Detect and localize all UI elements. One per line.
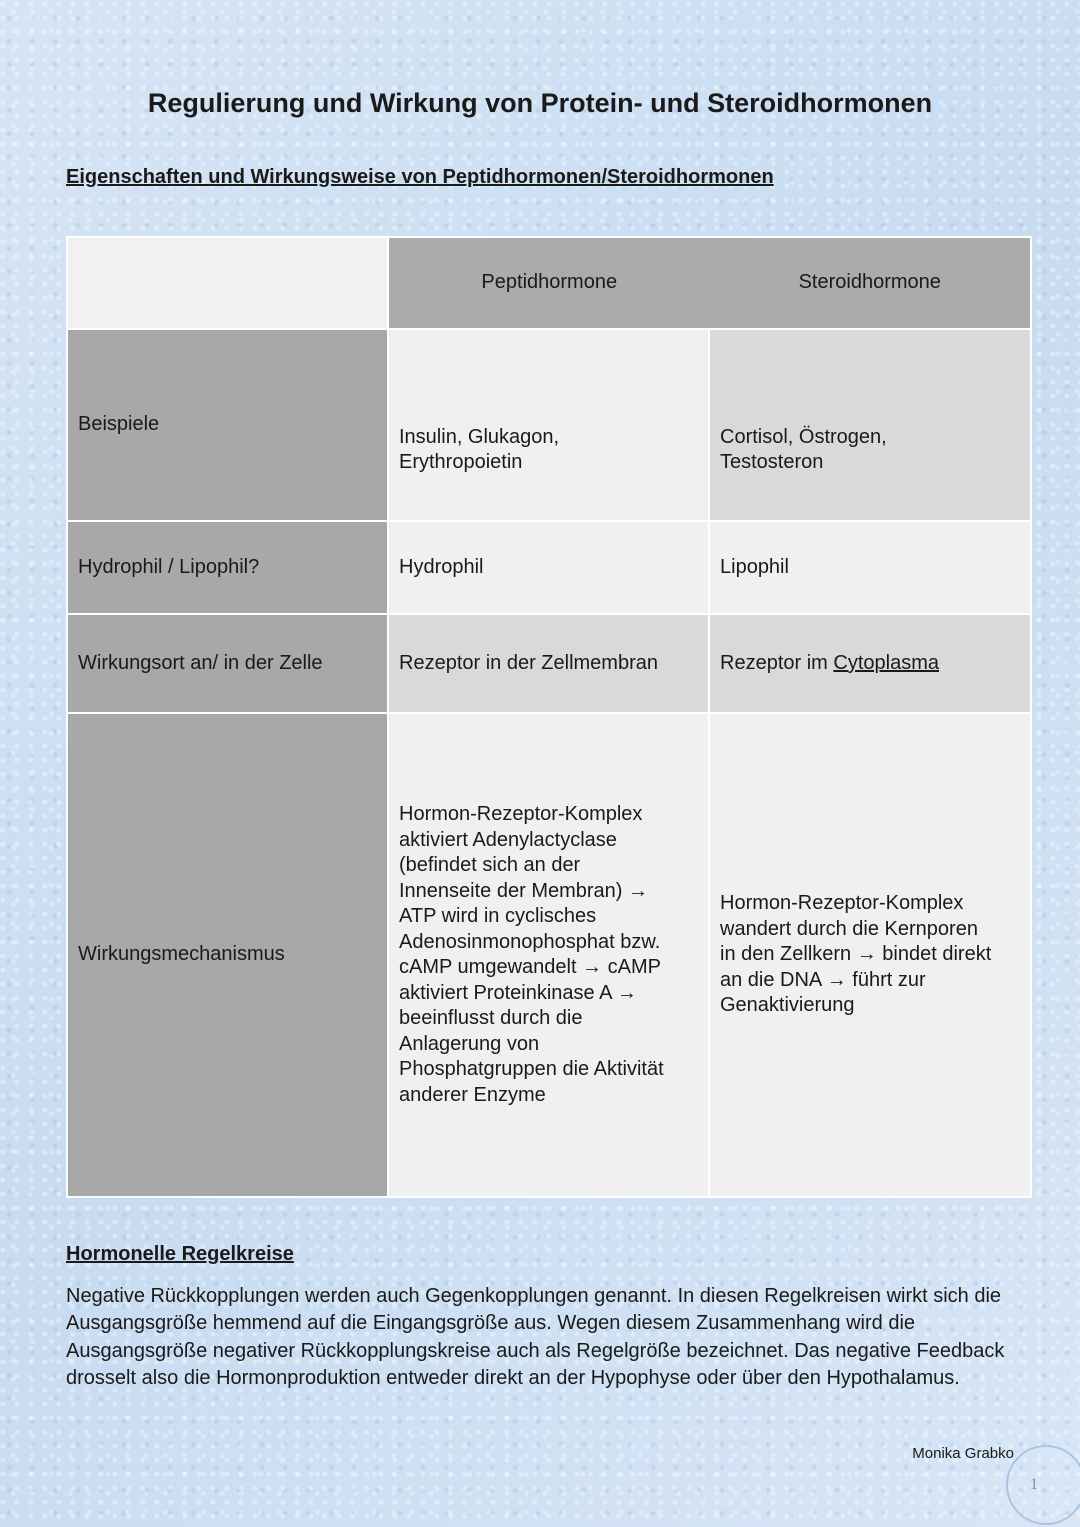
table-row [67, 521, 1031, 614]
table-corner-cell [67, 237, 388, 329]
cell-steroid [709, 614, 1031, 713]
cell-peptid: Hormon-Rezeptor-Komplex aktiviert Adenylactyclase (befindet sich an der Innenseite der Membran) → ATP wird in cyclisches Adenosinmonophosphat bzw. cAMP umgewandelt → cAMP aktiviert Proteinkinase A → beeinflusst durch die Anlagerung von Phosphatgruppen die Aktivität anderer Enzyme [388, 713, 709, 1197]
row-label: Beispiele [67, 329, 388, 521]
row-label: Wirkungsort an/ in der Zelle [67, 614, 388, 713]
cell-steroid: Hormon-Rezeptor-Komplex wandert durch die Kernporen in den Zellkern → bindet direkt an die DNA → führt zur Genaktivierung [709, 713, 1031, 1197]
author-name: Monika Grabko [912, 1445, 1014, 1462]
section-heading-properties: Eigenschaften und Wirkungsweise von Peptidhormonen/Steroidhormonen [66, 166, 774, 188]
cell-steroid-prefix: Rezeptor im [720, 651, 834, 674]
cytoplasma-term: Cytoplasma [833, 651, 939, 674]
cell-steroid: Cortisol, Östrogen, Testosteron [709, 329, 1031, 521]
table-header-row [67, 237, 1031, 329]
page-number: 1 [1030, 1476, 1038, 1493]
row-label: Wirkungsmechanismus [67, 713, 388, 1197]
table-row [67, 713, 1031, 1197]
column-header-group [388, 237, 1031, 329]
table-row [67, 614, 1031, 713]
column-header-steroid: Steroidhormone [798, 271, 941, 294]
cell-peptid: Insulin, Glukagon, Erythropoietin [388, 329, 709, 521]
cell-steroid: Lipophil [709, 521, 1031, 614]
section-heading-regelkreise: Hormonelle Regelkreise [66, 1243, 294, 1265]
page-number-circle [1006, 1445, 1080, 1525]
cell-peptid: Rezeptor in der Zellmembran [388, 614, 709, 713]
column-header-peptid: Peptidhormone [481, 271, 618, 294]
page-title: Regulierung und Wirkung von Protein- und Steroidhormonen [147, 88, 933, 118]
table-row [67, 329, 1031, 521]
row-label: Hydrophil / Lipophil? [67, 521, 388, 614]
regelkreise-paragraph: Negative Rückkopplungen werden auch Gegenkopplungen genannt. In diesen Regelkreisen wirkt sich die Ausgangsgröße hemmend auf die Eingangsgröße aus. Wegen diesem Zusammenhang wird die Ausgangsgröße negativer Rückkopplungskreise auch als Regelgröße bezeichnet. Das negative Feedback drosselt also die Hormonproduktion entweder direkt an der Hypophyse oder über den Hypothalamus. [66, 1285, 1005, 1390]
cell-peptid: Hydrophil [388, 521, 709, 614]
comparison-table [66, 236, 1032, 1198]
